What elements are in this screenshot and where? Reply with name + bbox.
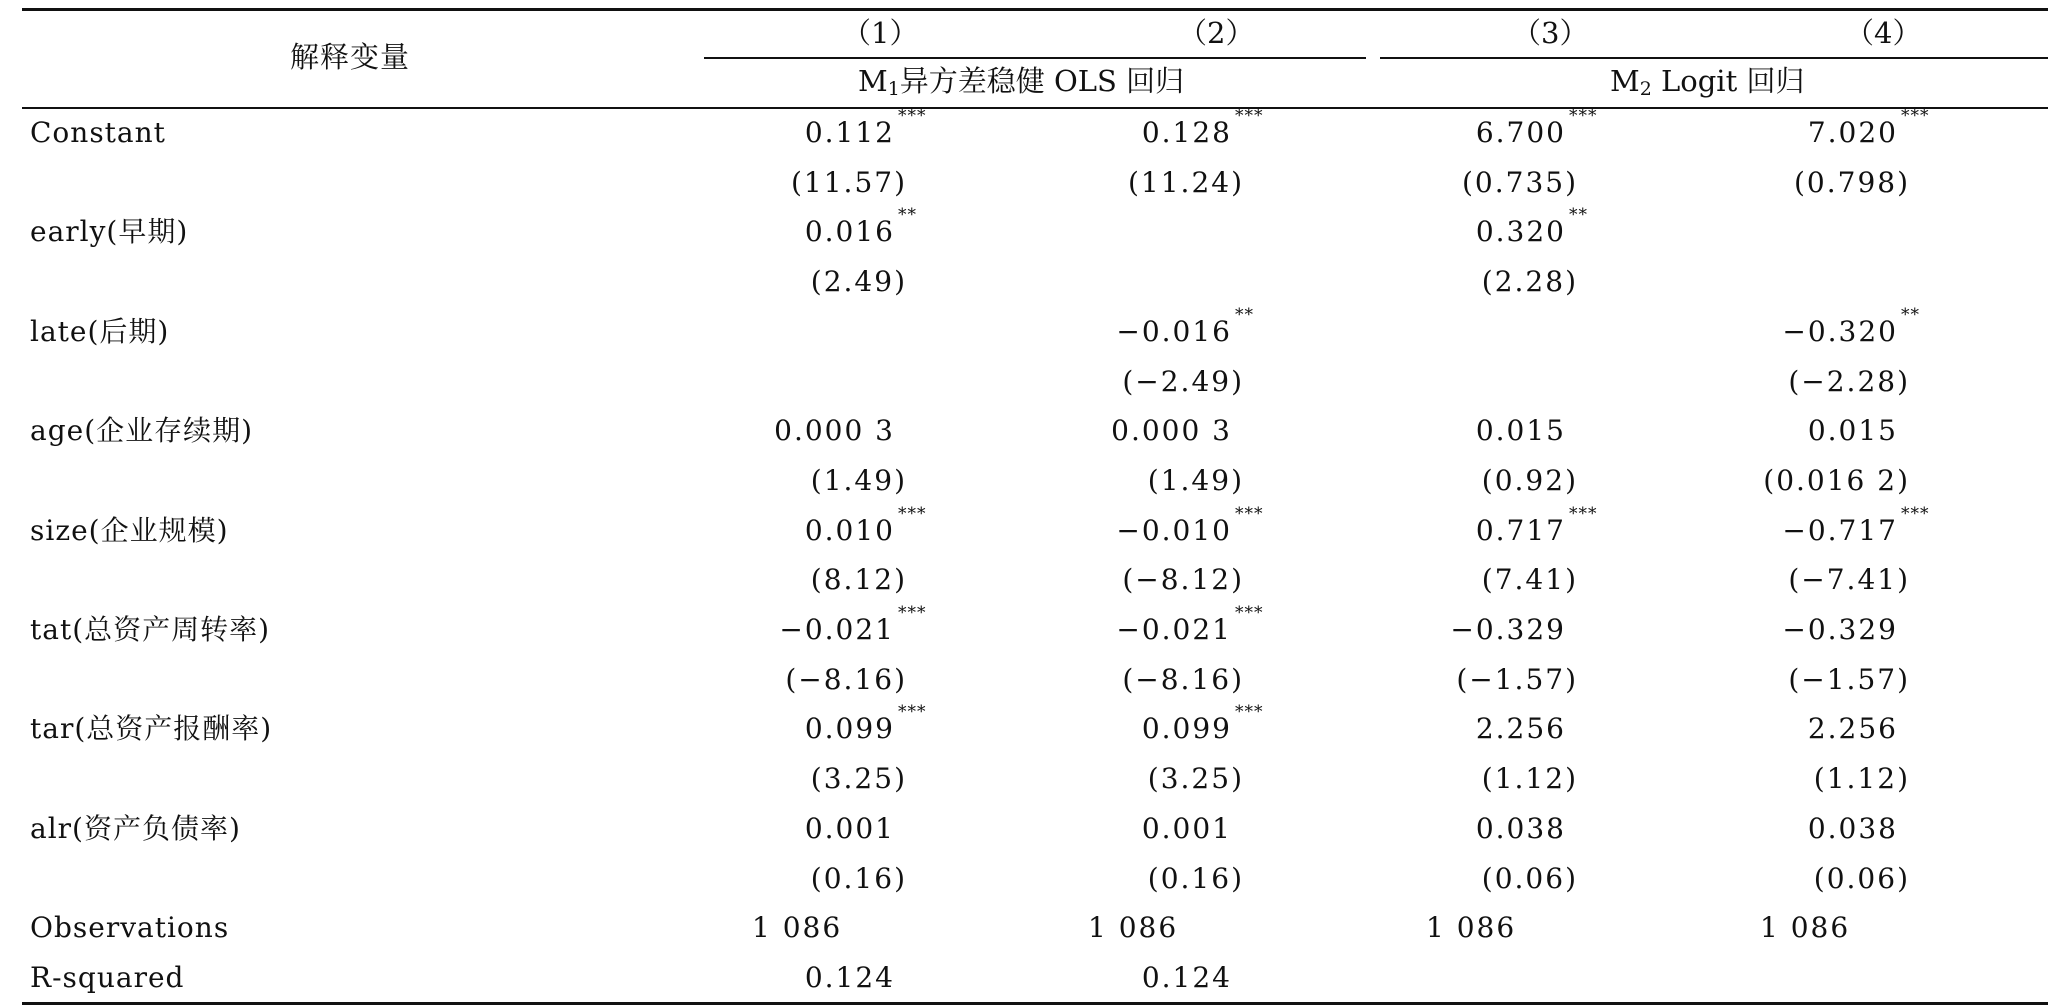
- coefficient-cell: [1116, 504, 1264, 548]
- observations-cell: 1 086: [1088, 911, 1179, 944]
- standard-error-cell: (−8.16): [1122, 663, 1244, 696]
- significance-stars: ***: [1901, 106, 1930, 126]
- col-number-4: （4）: [1845, 16, 1922, 50]
- standard-error-cell: (0.92): [1481, 464, 1578, 497]
- coefficient-cell: [1782, 305, 1920, 349]
- coefficient-value: 0.001: [1141, 812, 1232, 845]
- significance-stars: ***: [1235, 504, 1264, 524]
- significance-stars: ***: [1569, 504, 1598, 524]
- coefficient-value: 0.717 ***: [1475, 504, 1598, 547]
- significance-stars: ***: [898, 504, 927, 524]
- coefficient-value: 0.015: [1475, 414, 1566, 447]
- top-rule: [22, 8, 2048, 11]
- standard-error-cell: (8.12): [810, 563, 907, 596]
- coefficient-cell: [1476, 414, 1566, 448]
- coefficient-value: 0.320 **: [1475, 205, 1588, 248]
- standard-error-cell: (3.25): [810, 762, 907, 795]
- coefficient-value: 0.015: [1807, 414, 1898, 447]
- standard-error-cell: (−8.16): [785, 663, 907, 696]
- variable-label: tar(总资产报酬率): [30, 712, 273, 745]
- coefficient-value: −0.016 **: [1116, 305, 1254, 348]
- coefficient-cell: [1141, 702, 1264, 746]
- col-number-2: （2）: [1178, 16, 1255, 50]
- col-number-1: （1）: [842, 16, 919, 50]
- coefficient-cell: [779, 603, 927, 647]
- standard-error-cell: (0.016 2): [1763, 464, 1910, 497]
- coefficient-cell: [1475, 106, 1598, 150]
- coefficient-cell: [1476, 712, 1566, 746]
- coefficient-cell: [1116, 603, 1264, 647]
- variable-column-header: 解释变量: [290, 40, 411, 74]
- significance-stars: **: [1569, 205, 1588, 225]
- coefficient-cell: [1807, 106, 1930, 150]
- coefficient-value: 0.112 ***: [804, 106, 927, 149]
- significance-stars: **: [1901, 305, 1920, 325]
- significance-stars: ***: [898, 106, 927, 126]
- group2-model-letter: M: [1610, 64, 1640, 98]
- group2-underline: [1380, 57, 2048, 59]
- standard-error-cell: (−1.57): [1456, 663, 1578, 696]
- coefficient-cell: [1475, 504, 1598, 548]
- coefficient-cell: [805, 812, 895, 846]
- standard-error-cell: (0.06): [1481, 862, 1578, 895]
- standard-error-cell: (1.12): [1481, 762, 1578, 795]
- group2-header: [1610, 64, 1804, 98]
- group1-model-subscript: 1: [887, 78, 900, 100]
- significance-stars: **: [898, 205, 917, 225]
- variable-label: size(企业规模): [30, 514, 229, 547]
- significance-stars: ***: [1235, 702, 1264, 722]
- coefficient-value: 0.128 ***: [1141, 106, 1264, 149]
- standard-error-cell: (−7.41): [1788, 563, 1910, 596]
- standard-error-cell: (2.49): [810, 265, 907, 298]
- standard-error-cell: (7.41): [1481, 563, 1578, 596]
- coefficient-cell: [804, 106, 927, 150]
- standard-error-cell: (1.49): [810, 464, 907, 497]
- significance-stars: ***: [898, 603, 927, 623]
- coefficient-cell: [774, 414, 895, 448]
- coefficient-cell: [1116, 305, 1254, 349]
- standard-error-cell: (2.28): [1481, 265, 1578, 298]
- coefficient-cell: [1476, 812, 1566, 846]
- coefficient-cell: [1111, 414, 1232, 448]
- coefficient-cell: [1808, 812, 1898, 846]
- standard-error-cell: (11.24): [1127, 166, 1244, 199]
- variable-label: alr(资产负债率): [30, 812, 241, 845]
- significance-stars: ***: [1235, 603, 1264, 623]
- standard-error-cell: (1.12): [1813, 762, 1910, 795]
- standard-error-cell: (11.57): [790, 166, 907, 199]
- coefficient-cell: [1782, 613, 1898, 647]
- group1-header: [858, 64, 1184, 98]
- standard-error-cell: (0.16): [1147, 862, 1244, 895]
- significance-stars: ***: [1569, 106, 1598, 126]
- coefficient-value: 0.099 ***: [1141, 702, 1264, 745]
- coefficient-value: −0.021 ***: [779, 603, 927, 646]
- standard-error-cell: (3.25): [1147, 762, 1244, 795]
- rsquared-label: R-squared: [30, 961, 185, 994]
- significance-stars: **: [1235, 305, 1254, 325]
- rsquared-cell: 0.124: [804, 961, 895, 994]
- bottom-rule: [22, 1002, 2048, 1005]
- observations-cell: 1 086: [1760, 911, 1851, 944]
- standard-error-cell: (0.735): [1461, 166, 1578, 199]
- coefficient-value: 0.038: [1807, 812, 1898, 845]
- standard-error-cell: (1.49): [1147, 464, 1244, 497]
- coefficient-cell: [804, 504, 927, 548]
- coefficient-value: 0.000 3: [774, 414, 895, 447]
- coefficient-value: −0.717 ***: [1782, 504, 1930, 547]
- group1-model-description: 异方差稳健 OLS 回归: [899, 64, 1185, 98]
- observations-cell: 1 086: [1426, 911, 1517, 944]
- group2-model-description: Logit 回归: [1651, 64, 1805, 98]
- coefficient-value: −0.329: [1782, 613, 1898, 646]
- significance-stars: ***: [898, 702, 927, 722]
- coefficient-cell: [1141, 106, 1264, 150]
- standard-error-cell: (−2.28): [1788, 365, 1910, 398]
- coefficient-cell: [804, 205, 917, 249]
- variable-label: Constant: [30, 116, 166, 149]
- header-bottom-rule: [22, 107, 2048, 109]
- standard-error-cell: (−8.12): [1122, 563, 1244, 596]
- standard-error-cell: (−2.49): [1122, 365, 1244, 398]
- coefficient-value: 0.001: [804, 812, 895, 845]
- variable-label: age(企业存续期): [30, 414, 254, 447]
- group1-underline: [704, 57, 1366, 59]
- coefficient-value: 0.016 **: [804, 205, 917, 248]
- coefficient-value: 2.256: [1807, 712, 1898, 745]
- coefficient-value: 6.700 ***: [1475, 106, 1598, 149]
- coefficient-cell: [1808, 712, 1898, 746]
- significance-stars: ***: [1901, 504, 1930, 524]
- group1-model-letter: M: [858, 64, 888, 98]
- coefficient-value: 0.099 ***: [804, 702, 927, 745]
- coefficient-cell: [804, 702, 927, 746]
- coefficient-value: 7.020 ***: [1807, 106, 1930, 149]
- coefficient-cell: [1782, 504, 1930, 548]
- standard-error-cell: (0.06): [1813, 862, 1910, 895]
- coefficient-value: 0.010 ***: [804, 504, 927, 547]
- standard-error-cell: (−1.57): [1788, 663, 1910, 696]
- coefficient-cell: [1808, 414, 1898, 448]
- coefficient-value: −0.329: [1450, 613, 1566, 646]
- significance-stars: ***: [1235, 106, 1264, 126]
- rsquared-cell: 0.124: [1141, 961, 1232, 994]
- coefficient-value: −0.021 ***: [1116, 603, 1264, 646]
- coefficient-value: 0.038: [1475, 812, 1566, 845]
- coefficient-cell: [1475, 205, 1588, 249]
- observations-label: Observations: [30, 911, 230, 944]
- col-number-3: （3）: [1512, 16, 1589, 50]
- coefficient-value: −0.320 **: [1782, 305, 1920, 348]
- coefficient-value: −0.010 ***: [1116, 504, 1264, 547]
- observations-cell: 1 086: [752, 911, 843, 944]
- standard-error-cell: (0.798): [1793, 166, 1910, 199]
- coefficient-value: 2.256: [1475, 712, 1566, 745]
- variable-label: late(后期): [30, 315, 170, 348]
- coefficient-cell: [1450, 613, 1566, 647]
- group2-model-subscript: 2: [1639, 78, 1652, 100]
- variable-label: tat(总资产周转率): [30, 613, 271, 646]
- coefficient-cell: [1142, 812, 1232, 846]
- variable-label: early(早期): [30, 215, 189, 248]
- coefficient-value: 0.000 3: [1111, 414, 1232, 447]
- standard-error-cell: (0.16): [810, 862, 907, 895]
